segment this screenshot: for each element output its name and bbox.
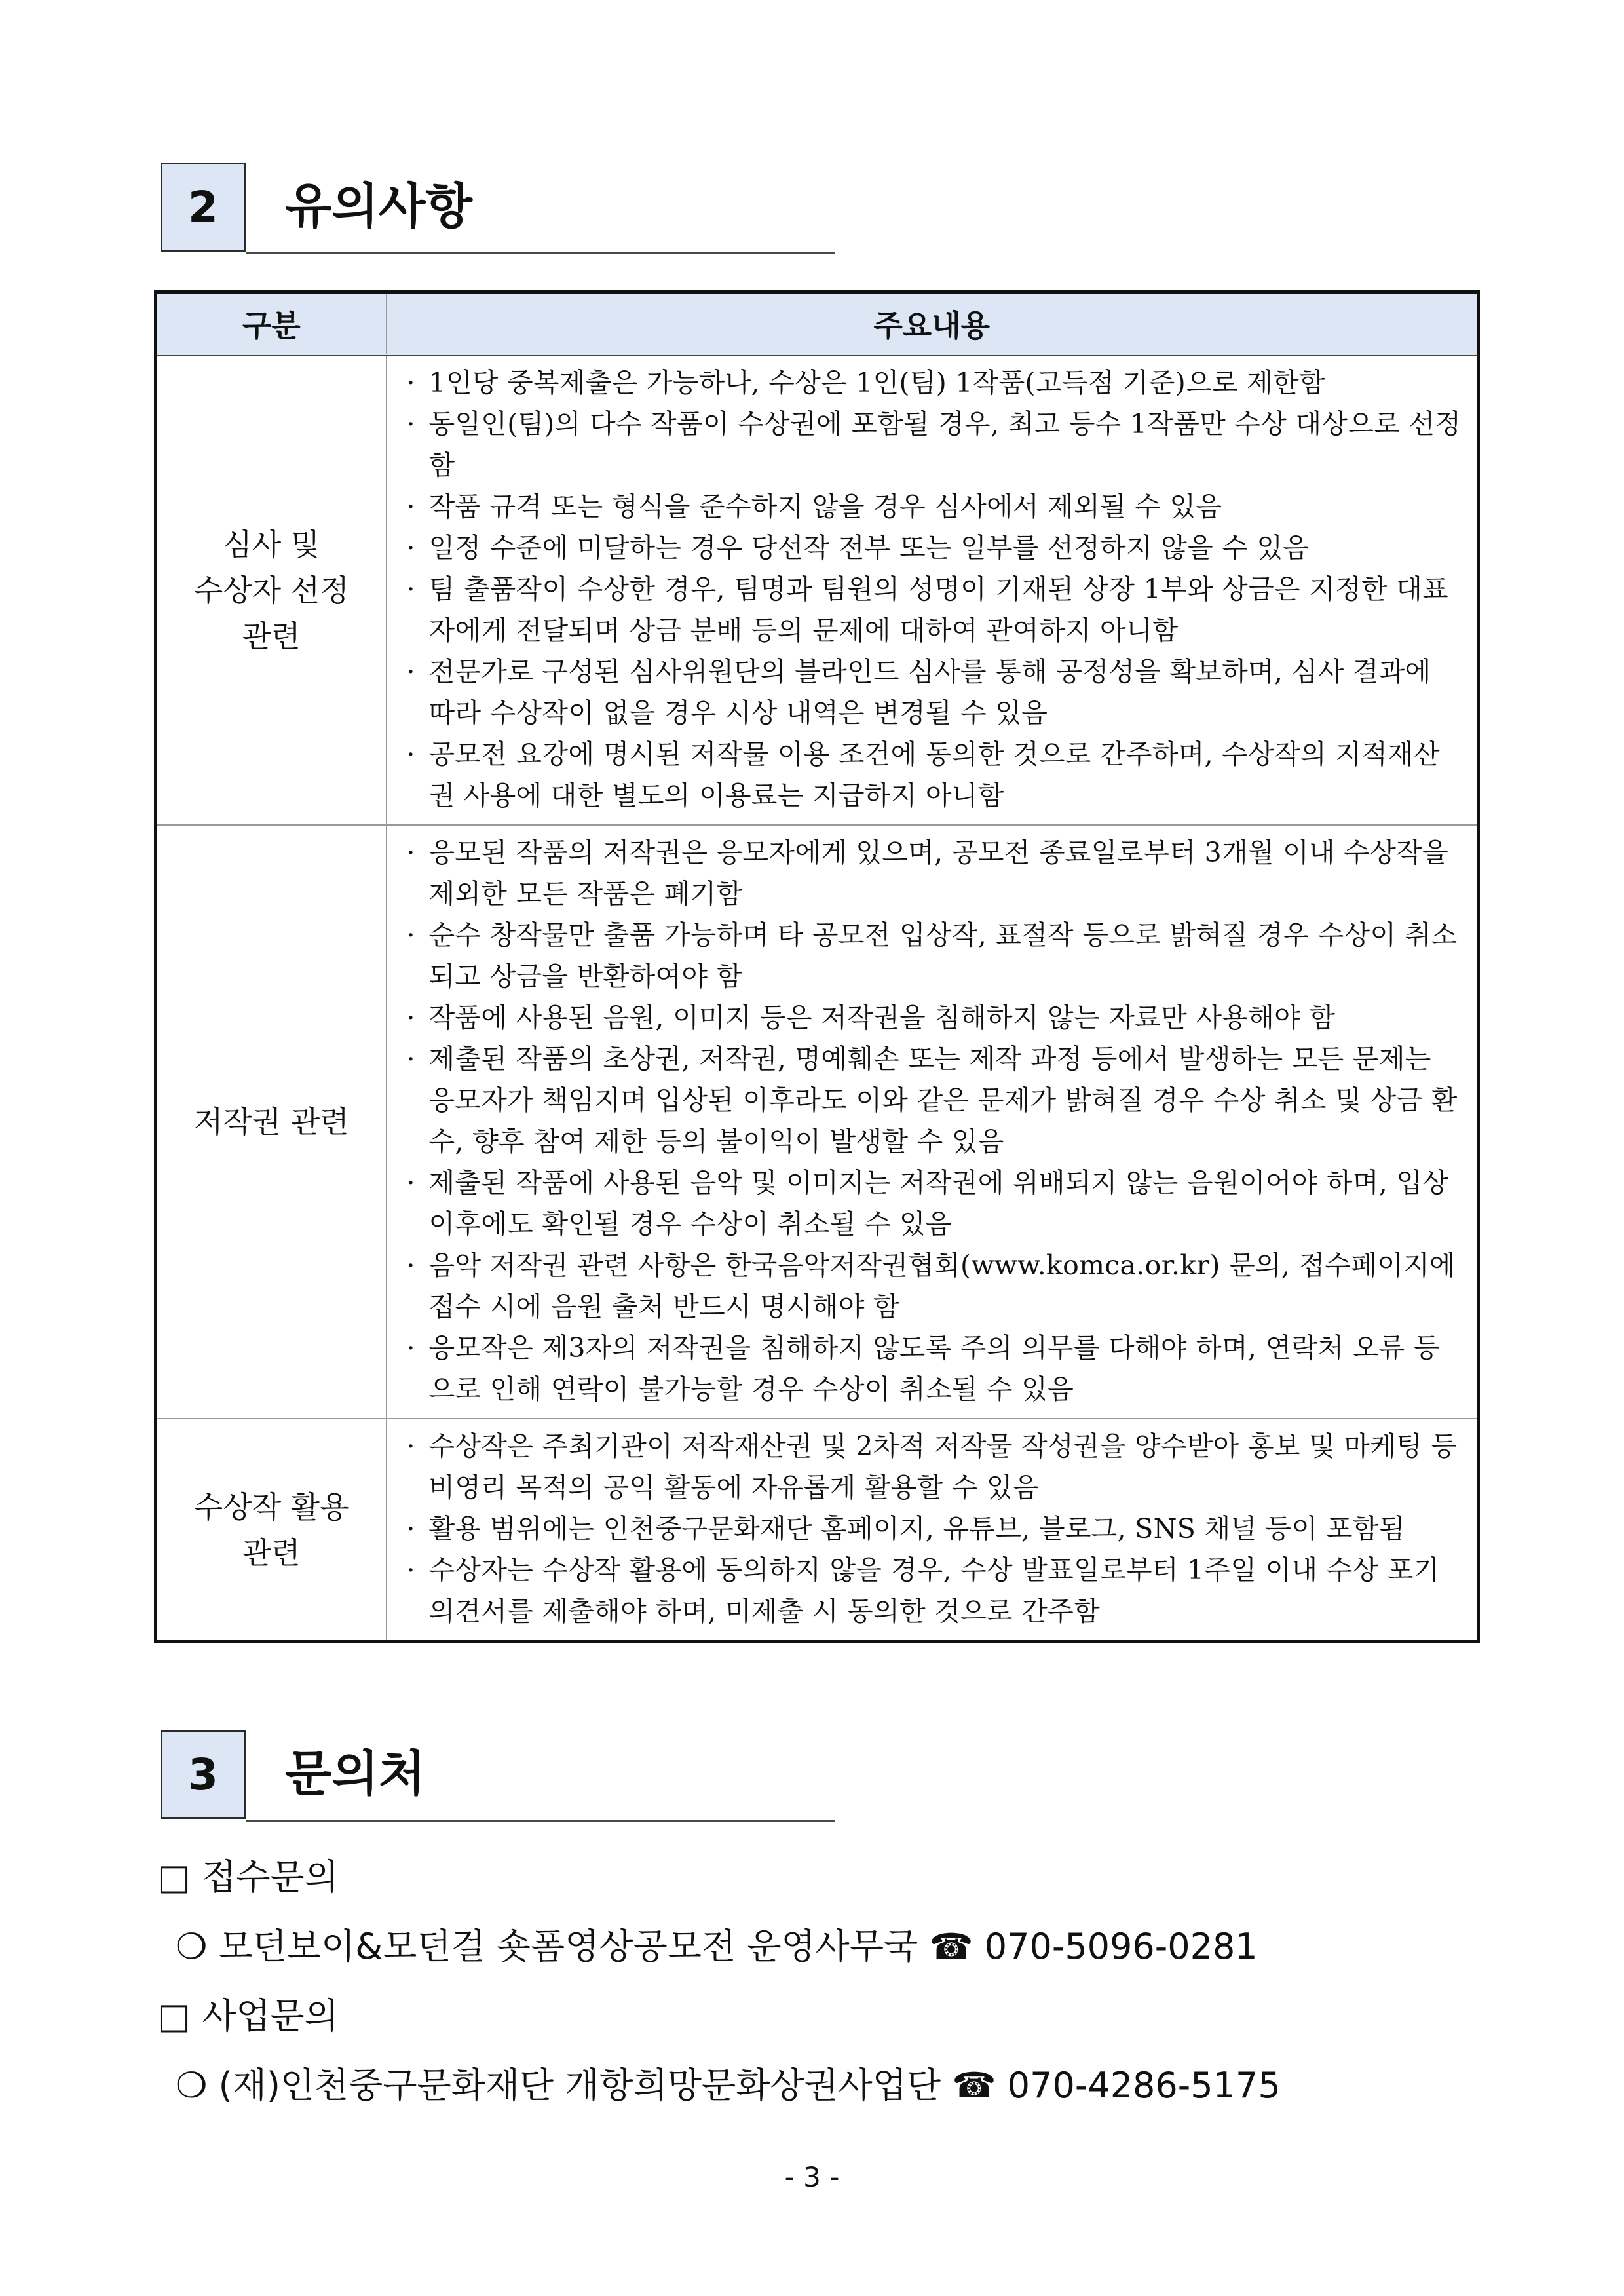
row-category (156, 1419, 387, 1642)
row-items (387, 355, 1479, 826)
header-content: 주요내용 (387, 292, 1479, 355)
reception-phone[interactable]: 070-5096-0281 (984, 1926, 1258, 1967)
list-item: · 일정 수준에 미달하는 경우 당선작 전부 또는 일부를 선정하지 않을 수 있음 (402, 527, 1465, 569)
section-underline (246, 1820, 835, 1822)
business-contact (176, 2063, 1281, 2109)
business-heading (157, 1993, 339, 2039)
section-number-badge: 2 (161, 163, 246, 252)
row-category (156, 825, 387, 1419)
list-item: · 전문가로 구성된 심사위원단의 블라인드 심사를 통해 공정성을 확보하며, 심사 결과에 따라 수상작이 없을 경우 시상 내역은 변경될 수 있음 (402, 651, 1465, 734)
section-title: 문의처 (285, 1746, 426, 1802)
category-line: 수상작 활용 (193, 1489, 349, 1525)
circle-bullet-icon: ❍ (176, 2065, 208, 2106)
row-category (156, 355, 387, 826)
list-item: · 제출된 작품의 초상권, 저작권, 명예훼손 또는 제작 과정 등에서 발생하는 모든 문제는 응모자가 책임지며 입상된 이후라도 이와 같은 문제가 밝혀질 경우 수상 취소 및 상금 환수, 향후 참여 제한 등의 불이익이 발생할 수 있음 (402, 1039, 1465, 1162)
list-item: · 수상작은 주최기관이 저작재산권 및 2차적 저작물 작성권을 양수받아 홍보 및 마케팅 등 비영리 목적의 공익 활동에 자유롭게 활용할 수 있음 (402, 1426, 1465, 1508)
category-line: 관련 (242, 618, 301, 654)
list-item: · 작품에 사용된 음원, 이미지 등은 저작권을 침해하지 않는 자료만 사용해야 함 (402, 997, 1465, 1039)
list-item: · 제출된 작품에 사용된 음악 및 이미지는 저작권에 위배되지 않는 음원이어야 하며, 입상 이후에도 확인될 경우 수상이 취소될 수 있음 (402, 1162, 1465, 1245)
section-underline (246, 252, 835, 254)
row-items (387, 825, 1479, 1419)
reception-org: 모던보이&모던걸 숏폼영상공모전 운영사무국 (218, 1926, 918, 1967)
category-line: 수상자 선정 (193, 572, 349, 608)
section-number-badge: 3 (161, 1730, 246, 1819)
list-item: · 응모작은 제3자의 저작권을 침해하지 않도록 주의 의무를 다해야 하며, 연락처 오류 등으로 인해 연락이 불가능할 경우 수상이 취소될 수 있음 (402, 1328, 1465, 1410)
list-item: · 수상자는 수상작 활용에 동의하지 않을 경우, 수상 발표일로부터 1주일 이내 수상 포기의견서를 제출해야 하며, 미제출 시 동의한 것으로 간주함 (402, 1550, 1465, 1632)
circle-bullet-icon: ❍ (176, 1926, 208, 1967)
page-number: - 3 - (784, 2161, 840, 2193)
list-item: · 활용 범위에는 인천중구문화재단 홈페이지, 유튜브, 블로그, SNS 채널 등이 포함됨 (402, 1508, 1465, 1550)
list-item: · 1인당 중복제출은 가능하나, 수상은 1인(팀) 1작품(고득점 기준)으로 제한함 (402, 362, 1465, 404)
list-item: · 팀 출품작이 수상한 경우, 팀명과 팀원의 성명이 기재된 상장 1부와 상금은 지정한 대표자에게 전달되며 상금 분배 등의 문제에 대하여 관여하지 아니함 (402, 569, 1465, 651)
category-line: 심사 및 (223, 526, 320, 562)
business-phone[interactable]: 070-4286-5175 (1007, 2065, 1281, 2106)
category-line: 관련 (242, 1535, 301, 1571)
header-category: 구분 (156, 292, 387, 355)
section-title: 유의사항 (285, 178, 472, 235)
list-item: · 응모된 작품의 저작권은 응모자에게 있으며, 공모전 종료일로부터 3개월 이내 수상작을 제외한 모든 작품은 폐기함 (402, 832, 1465, 915)
list-item: · 순수 창작물만 출품 가능하며 타 공모전 입상작, 표절작 등으로 밝혀질 경우 수상이 취소되고 상금을 반환하여야 함 (402, 915, 1465, 997)
category-line: 저작권 관련 (193, 1104, 349, 1139)
row-items (387, 1419, 1479, 1642)
table-header-row (156, 292, 1479, 355)
business-heading-label: 사업문의 (202, 1995, 339, 2037)
table-row (156, 825, 1479, 1419)
list-item: · 작품 규격 또는 형식을 준수하지 않을 경우 심사에서 제외될 수 있음 (402, 486, 1465, 527)
reception-heading-label: 접수문의 (202, 1856, 339, 1898)
reception-contact (176, 1924, 1258, 1970)
table-row (156, 1419, 1479, 1642)
business-org: (재)인천중구문화재단 개항희망문화상권사업단 (218, 2065, 941, 2106)
table-row (156, 355, 1479, 826)
phone-icon: ☎ (929, 1926, 973, 1967)
checkbox-square-icon: □ (157, 1856, 191, 1898)
section-2-header (161, 163, 835, 254)
list-item: · 음악 저작권 관련 사항은 한국음악저작권협회(www.komca.or.kr) 문의, 접수페이지에 접수 시에 음원 출처 반드시 명시해야 함 (402, 1245, 1465, 1328)
notes-table (154, 290, 1480, 1643)
list-item: · 동일인(팀)의 다수 작품이 수상권에 포함될 경우, 최고 등수 1작품만 수상 대상으로 선정함 (402, 404, 1465, 486)
checkbox-square-icon: □ (157, 1995, 191, 2037)
section-3-header (161, 1730, 835, 1822)
reception-heading (157, 1854, 339, 1900)
list-item: · 공모전 요강에 명시된 저작물 이용 조건에 동의한 것으로 간주하며, 수상작의 지적재산권 사용에 대한 별도의 이용료는 지급하지 아니함 (402, 734, 1465, 816)
phone-icon: ☎ (952, 2065, 996, 2106)
